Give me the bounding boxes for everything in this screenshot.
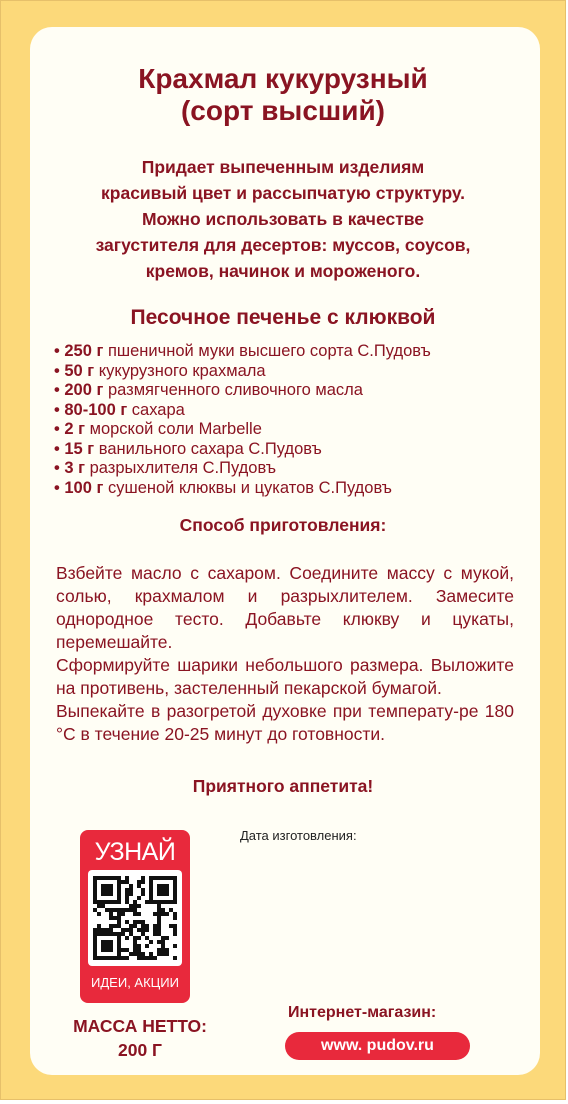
qr-top-label: УЗНАЙ bbox=[94, 838, 176, 866]
description-line: загустителя для десертов: муссов, соусов, bbox=[95, 235, 471, 255]
method-step: Выпекайте в разогретой духовке при температу-ре 180 °С в течение 20-25 минут до готовности. bbox=[56, 701, 514, 744]
ingredient-item bbox=[54, 459, 431, 479]
product-title: Крахмал кукурузный bbox=[138, 63, 428, 94]
ingredient-item bbox=[54, 401, 431, 421]
ingredient-name: сахара bbox=[127, 400, 185, 419]
ingredient-name: морской соли Marbelle bbox=[85, 420, 262, 438]
ingredient-amount: 200 г bbox=[64, 381, 104, 399]
ingredient-item bbox=[54, 362, 431, 382]
description-line: Придает выпеченным изделиям bbox=[141, 157, 425, 177]
method-step: Сформируйте шарики небольшого размера. Выложите на противень, застеленный пекарской бумагой. bbox=[56, 655, 514, 698]
shop-url-link[interactable]: www. pudov.ru bbox=[285, 1032, 470, 1060]
ingredient-item bbox=[54, 342, 431, 362]
product-subtitle: (сорт высший) bbox=[180, 95, 385, 126]
production-date-label: Дата изготовления: bbox=[240, 828, 357, 843]
ingredient-amount: 15 г bbox=[64, 439, 95, 458]
ingredient-amount: 3 г bbox=[64, 459, 86, 477]
method-heading: Способ приготовления: bbox=[179, 515, 387, 535]
method-step: Взбейте масло с сахаром. Соедините массу с мукой, солью, крахмалом и разрыхлителем. Замесите однородное тесто. Добавьте клюкву и цукаты, перемешайте. bbox=[56, 563, 514, 652]
ingredient-name: пшеничной муки высшего сорта С.Пудовъ bbox=[103, 342, 431, 360]
qr-bottom-label: ИДЕИ, АКЦИИ bbox=[91, 975, 179, 990]
ingredient-amount: 100 г bbox=[64, 478, 104, 497]
ingredient-list bbox=[54, 342, 431, 498]
ingredient-name: кукурузного крахмала bbox=[94, 361, 266, 380]
qr-code[interactable] bbox=[88, 870, 182, 966]
ingredient-item bbox=[54, 381, 431, 401]
description-line: красивый цвет и рассыпчатую структуру. bbox=[101, 183, 465, 203]
ingredient-name: размягченного сливочного масла bbox=[103, 381, 363, 399]
ingredient-amount: 80-100 г bbox=[64, 400, 128, 419]
description-line: Можно использовать в качестве bbox=[141, 209, 425, 229]
ingredient-amount: 250 г bbox=[64, 342, 104, 360]
ingredient-item bbox=[54, 479, 431, 499]
recipe-title: Песочное печенье с клюквой bbox=[130, 306, 436, 329]
ingredient-name: сушеной клюквы и цукатов С.Пудовъ bbox=[103, 478, 392, 497]
product-description bbox=[0, 154, 566, 284]
qr-code-icon bbox=[88, 870, 182, 966]
description-line: кремов, начинок и мороженого. bbox=[145, 261, 421, 281]
ingredient-item bbox=[54, 420, 431, 440]
ingredient-name: разрыхлителя С.Пудовъ bbox=[85, 459, 277, 477]
ingredient-name: ванильного сахара С.Пудовъ bbox=[94, 439, 322, 458]
net-weight-label: МАССА НЕТТО: bbox=[73, 1016, 207, 1036]
ingredient-amount: 2 г bbox=[64, 420, 86, 438]
online-shop-label: Интернет-магазин: bbox=[288, 1004, 437, 1021]
net-weight-value: 200 Г bbox=[118, 1040, 162, 1060]
qr-badge bbox=[80, 830, 190, 1003]
method-text bbox=[56, 562, 514, 746]
closing-text: Приятного аппетита! bbox=[192, 776, 374, 796]
ingredient-amount: 50 г bbox=[64, 361, 95, 380]
ingredient-item bbox=[54, 440, 431, 460]
